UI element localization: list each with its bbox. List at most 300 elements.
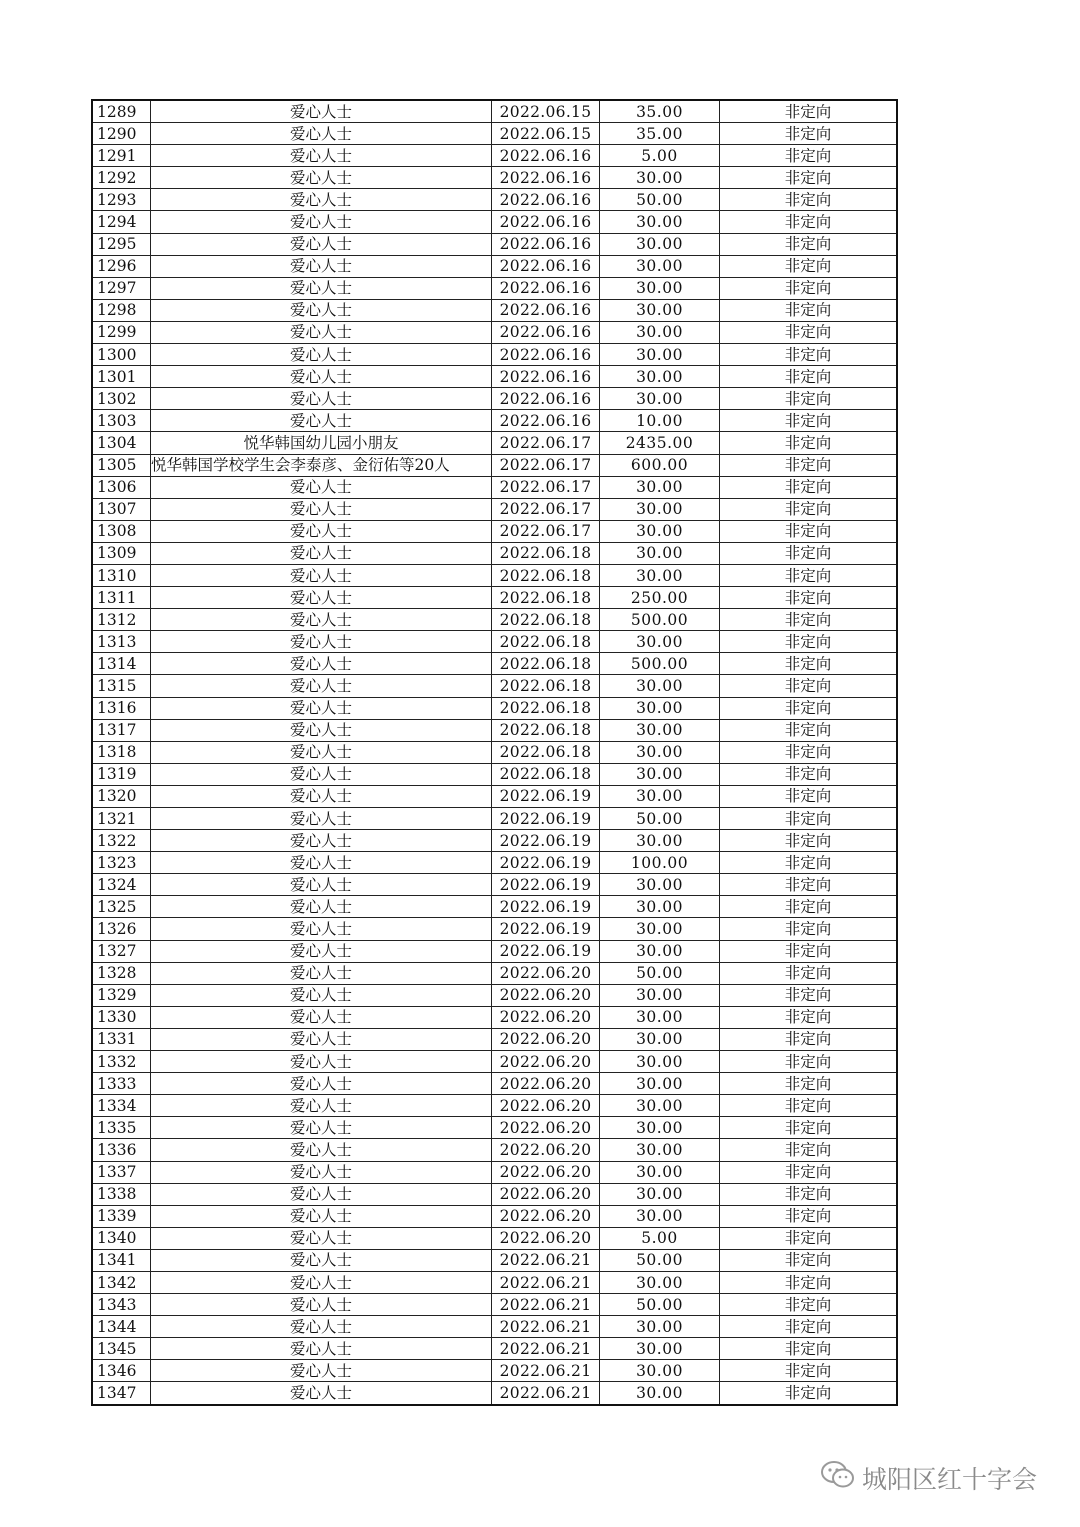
- cell-designation: 非定向: [720, 299, 898, 321]
- cell-amount: 30.00: [600, 211, 720, 233]
- cell-designation: 非定向: [720, 1073, 898, 1095]
- cell-donor-name: 爱心人士: [151, 675, 492, 697]
- cell-serial-no: 1332: [92, 1051, 151, 1073]
- cell-donor-name: 爱心人士: [151, 1294, 492, 1316]
- table-row: [92, 830, 897, 852]
- cell-date: 2022.06.20: [492, 984, 600, 1006]
- cell-amount: 30.00: [600, 631, 720, 653]
- table-row: [92, 100, 897, 123]
- cell-donor-name: 爱心人士: [151, 564, 492, 586]
- cell-designation: 非定向: [720, 587, 898, 609]
- cell-designation: 非定向: [720, 918, 898, 940]
- cell-designation: 非定向: [720, 609, 898, 631]
- cell-designation: 非定向: [720, 1338, 898, 1360]
- cell-serial-no: 1302: [92, 388, 151, 410]
- cell-serial-no: 1347: [92, 1382, 151, 1405]
- cell-donor-name: 爱心人士: [151, 697, 492, 719]
- cell-donor-name: 爱心人士: [151, 918, 492, 940]
- cell-donor-name: 爱心人士: [151, 940, 492, 962]
- cell-serial-no: 1293: [92, 189, 151, 211]
- cell-amount: 30.00: [600, 984, 720, 1006]
- cell-amount: 50.00: [600, 962, 720, 984]
- cell-designation: 非定向: [720, 189, 898, 211]
- cell-donor-name: 爱心人士: [151, 609, 492, 631]
- cell-designation: 非定向: [720, 1095, 898, 1117]
- cell-donor-name: 爱心人士: [151, 476, 492, 498]
- cell-amount: 30.00: [600, 321, 720, 343]
- cell-serial-no: 1343: [92, 1294, 151, 1316]
- cell-amount: 30.00: [600, 719, 720, 741]
- watermark: [820, 1460, 1037, 1496]
- cell-serial-no: 1295: [92, 233, 151, 255]
- cell-date: 2022.06.21: [492, 1338, 600, 1360]
- cell-amount: 30.00: [600, 520, 720, 542]
- cell-date: 2022.06.20: [492, 1117, 600, 1139]
- cell-amount: 35.00: [600, 123, 720, 145]
- cell-amount: 50.00: [600, 808, 720, 830]
- cell-donor-name: 爱心人士: [151, 1161, 492, 1183]
- cell-date: 2022.06.19: [492, 896, 600, 918]
- cell-date: 2022.06.15: [492, 100, 600, 123]
- table-row: [92, 1006, 897, 1028]
- table-row: [92, 896, 897, 918]
- cell-date: 2022.06.20: [492, 1006, 600, 1028]
- cell-amount: 250.00: [600, 587, 720, 609]
- cell-donor-name: 爱心人士: [151, 741, 492, 763]
- cell-date: 2022.06.17: [492, 476, 600, 498]
- cell-amount: 30.00: [600, 1205, 720, 1227]
- table-row: [92, 808, 897, 830]
- table-row: [92, 697, 897, 719]
- cell-date: 2022.06.20: [492, 962, 600, 984]
- cell-serial-no: 1308: [92, 520, 151, 542]
- cell-designation: 非定向: [720, 1161, 898, 1183]
- cell-donor-name: 爱心人士: [151, 1028, 492, 1050]
- cell-date: 2022.06.20: [492, 1028, 600, 1050]
- table-row: [92, 321, 897, 343]
- cell-amount: 30.00: [600, 741, 720, 763]
- cell-donor-name: 爱心人士: [151, 1360, 492, 1382]
- table-row: [92, 255, 897, 277]
- table-row: [92, 1338, 897, 1360]
- cell-designation: 非定向: [720, 233, 898, 255]
- cell-amount: 30.00: [600, 785, 720, 807]
- cell-date: 2022.06.20: [492, 1227, 600, 1249]
- cell-amount: 2435.00: [600, 432, 720, 454]
- cell-amount: 30.00: [600, 874, 720, 896]
- cell-serial-no: 1319: [92, 763, 151, 785]
- cell-date: 2022.06.18: [492, 631, 600, 653]
- table-row: [92, 1271, 897, 1293]
- cell-donor-name: 爱心人士: [151, 896, 492, 918]
- cell-amount: 30.00: [600, 1006, 720, 1028]
- cell-serial-no: 1296: [92, 255, 151, 277]
- cell-serial-no: 1342: [92, 1271, 151, 1293]
- table-row: [92, 299, 897, 321]
- cell-donor-name: 爱心人士: [151, 1271, 492, 1293]
- cell-designation: 非定向: [720, 1205, 898, 1227]
- cell-amount: 35.00: [600, 100, 720, 123]
- cell-designation: 非定向: [720, 321, 898, 343]
- cell-donor-name: 爱心人士: [151, 321, 492, 343]
- cell-serial-no: 1309: [92, 542, 151, 564]
- cell-serial-no: 1339: [92, 1205, 151, 1227]
- cell-donor-name: 爱心人士: [151, 211, 492, 233]
- cell-designation: 非定向: [720, 145, 898, 167]
- cell-designation: 非定向: [720, 852, 898, 874]
- cell-serial-no: 1312: [92, 609, 151, 631]
- donation-table: [91, 99, 898, 1406]
- cell-designation: 非定向: [720, 476, 898, 498]
- cell-date: 2022.06.16: [492, 388, 600, 410]
- cell-designation: 非定向: [720, 719, 898, 741]
- cell-serial-no: 1297: [92, 277, 151, 299]
- cell-amount: 600.00: [600, 454, 720, 476]
- cell-designation: 非定向: [720, 896, 898, 918]
- cell-amount: 5.00: [600, 145, 720, 167]
- table-row: [92, 542, 897, 564]
- cell-donor-name: 爱心人士: [151, 984, 492, 1006]
- cell-serial-no: 1341: [92, 1249, 151, 1271]
- cell-date: 2022.06.21: [492, 1249, 600, 1271]
- cell-donor-name: 爱心人士: [151, 189, 492, 211]
- cell-donor-name: 爱心人士: [151, 1227, 492, 1249]
- cell-donor-name: 爱心人士: [151, 874, 492, 896]
- cell-amount: 30.00: [600, 388, 720, 410]
- cell-designation: 非定向: [720, 520, 898, 542]
- table-row: [92, 675, 897, 697]
- table-row: [92, 344, 897, 366]
- cell-date: 2022.06.18: [492, 697, 600, 719]
- cell-amount: 30.00: [600, 1095, 720, 1117]
- table-row: [92, 609, 897, 631]
- cell-date: 2022.06.20: [492, 1205, 600, 1227]
- cell-serial-no: 1300: [92, 344, 151, 366]
- table-row: [92, 1382, 897, 1405]
- cell-designation: 非定向: [720, 874, 898, 896]
- cell-donor-name: 爱心人士: [151, 1095, 492, 1117]
- cell-serial-no: 1330: [92, 1006, 151, 1028]
- cell-amount: 30.00: [600, 1360, 720, 1382]
- cell-designation: 非定向: [720, 697, 898, 719]
- cell-amount: 5.00: [600, 1227, 720, 1249]
- cell-designation: 非定向: [720, 808, 898, 830]
- cell-date: 2022.06.19: [492, 940, 600, 962]
- cell-designation: 非定向: [720, 1117, 898, 1139]
- cell-serial-no: 1325: [92, 896, 151, 918]
- cell-amount: 30.00: [600, 675, 720, 697]
- cell-designation: 非定向: [720, 1183, 898, 1205]
- cell-date: 2022.06.18: [492, 741, 600, 763]
- cell-amount: 30.00: [600, 233, 720, 255]
- cell-date: 2022.06.18: [492, 719, 600, 741]
- table-row: [92, 388, 897, 410]
- cell-designation: 非定向: [720, 1139, 898, 1161]
- cell-serial-no: 1329: [92, 984, 151, 1006]
- cell-date: 2022.06.19: [492, 830, 600, 852]
- table-row: [92, 1249, 897, 1271]
- table-row: [92, 432, 897, 454]
- cell-serial-no: 1344: [92, 1316, 151, 1338]
- cell-serial-no: 1318: [92, 741, 151, 763]
- cell-serial-no: 1337: [92, 1161, 151, 1183]
- cell-serial-no: 1315: [92, 675, 151, 697]
- cell-amount: 30.00: [600, 1139, 720, 1161]
- cell-serial-no: 1291: [92, 145, 151, 167]
- cell-date: 2022.06.16: [492, 211, 600, 233]
- cell-donor-name: 爱心人士: [151, 299, 492, 321]
- cell-donor-name: 爱心人士: [151, 1117, 492, 1139]
- cell-amount: 10.00: [600, 410, 720, 432]
- cell-date: 2022.06.19: [492, 918, 600, 940]
- table-row: [92, 123, 897, 145]
- cell-serial-no: 1311: [92, 587, 151, 609]
- cell-serial-no: 1290: [92, 123, 151, 145]
- cell-amount: 30.00: [600, 940, 720, 962]
- table-row: [92, 1360, 897, 1382]
- cell-amount: 100.00: [600, 852, 720, 874]
- cell-amount: 30.00: [600, 1117, 720, 1139]
- cell-donor-name: 爱心人士: [151, 1205, 492, 1227]
- cell-donor-name: 爱心人士: [151, 410, 492, 432]
- cell-donor-name: 爱心人士: [151, 1006, 492, 1028]
- cell-date: 2022.06.16: [492, 167, 600, 189]
- cell-amount: 30.00: [600, 344, 720, 366]
- cell-date: 2022.06.16: [492, 277, 600, 299]
- cell-donor-name: 爱心人士: [151, 719, 492, 741]
- cell-serial-no: 1323: [92, 852, 151, 874]
- cell-amount: 50.00: [600, 189, 720, 211]
- cell-designation: 非定向: [720, 631, 898, 653]
- cell-amount: 30.00: [600, 476, 720, 498]
- cell-date: 2022.06.16: [492, 233, 600, 255]
- cell-donor-name: 爱心人士: [151, 100, 492, 123]
- cell-serial-no: 1340: [92, 1227, 151, 1249]
- table-row: [92, 1073, 897, 1095]
- table-row: [92, 1095, 897, 1117]
- watermark-text: 城阳区红十字会: [862, 1465, 1038, 1494]
- cell-designation: 非定向: [720, 410, 898, 432]
- cell-designation: 非定向: [720, 564, 898, 586]
- cell-date: 2022.06.18: [492, 763, 600, 785]
- cell-donor-name: 爱心人士: [151, 1051, 492, 1073]
- table-row: [92, 233, 897, 255]
- cell-designation: 非定向: [720, 255, 898, 277]
- cell-amount: 30.00: [600, 918, 720, 940]
- cell-serial-no: 1346: [92, 1360, 151, 1382]
- cell-designation: 非定向: [720, 100, 898, 123]
- table-row: [92, 741, 897, 763]
- cell-designation: 非定向: [720, 542, 898, 564]
- cell-donor-name: 爱心人士: [151, 277, 492, 299]
- cell-donor-name: 爱心人士: [151, 1249, 492, 1271]
- cell-donor-name: 爱心人士: [151, 498, 492, 520]
- cell-date: 2022.06.17: [492, 520, 600, 542]
- cell-designation: 非定向: [720, 653, 898, 675]
- table-row: [92, 1205, 897, 1227]
- cell-amount: 30.00: [600, 830, 720, 852]
- cell-serial-no: 1299: [92, 321, 151, 343]
- cell-serial-no: 1316: [92, 697, 151, 719]
- cell-amount: 30.00: [600, 564, 720, 586]
- cell-amount: 30.00: [600, 1051, 720, 1073]
- donation-table-body: [92, 100, 897, 1405]
- table-row: [92, 852, 897, 874]
- cell-date: 2022.06.21: [492, 1294, 600, 1316]
- cell-designation: 非定向: [720, 1382, 898, 1405]
- table-row: [92, 719, 897, 741]
- cell-donor-name: 悦华韩国学校学生会李泰彦、金衍佑等20人: [151, 454, 492, 476]
- cell-amount: 30.00: [600, 277, 720, 299]
- cell-amount: 30.00: [600, 542, 720, 564]
- cell-serial-no: 1317: [92, 719, 151, 741]
- table-row: [92, 454, 897, 476]
- cell-designation: 非定向: [720, 454, 898, 476]
- cell-designation: 非定向: [720, 1051, 898, 1073]
- table-row: [92, 564, 897, 586]
- table-row: [92, 520, 897, 542]
- cell-date: 2022.06.20: [492, 1095, 600, 1117]
- table-row: [92, 1139, 897, 1161]
- cell-date: 2022.06.17: [492, 454, 600, 476]
- cell-amount: 30.00: [600, 697, 720, 719]
- cell-designation: 非定向: [720, 1294, 898, 1316]
- cell-date: 2022.06.19: [492, 808, 600, 830]
- cell-designation: 非定向: [720, 388, 898, 410]
- cell-designation: 非定向: [720, 167, 898, 189]
- cell-serial-no: 1289: [92, 100, 151, 123]
- cell-serial-no: 1336: [92, 1139, 151, 1161]
- cell-designation: 非定向: [720, 432, 898, 454]
- cell-serial-no: 1331: [92, 1028, 151, 1050]
- cell-donor-name: 爱心人士: [151, 785, 492, 807]
- cell-donor-name: 爱心人士: [151, 653, 492, 675]
- table-row: [92, 653, 897, 675]
- cell-date: 2022.06.16: [492, 145, 600, 167]
- cell-amount: 30.00: [600, 1183, 720, 1205]
- cell-date: 2022.06.21: [492, 1382, 600, 1405]
- cell-designation: 非定向: [720, 1271, 898, 1293]
- cell-date: 2022.06.20: [492, 1183, 600, 1205]
- table-row: [92, 211, 897, 233]
- cell-donor-name: 爱心人士: [151, 123, 492, 145]
- cell-serial-no: 1294: [92, 211, 151, 233]
- cell-serial-no: 1321: [92, 808, 151, 830]
- cell-donor-name: 爱心人士: [151, 145, 492, 167]
- cell-date: 2022.06.20: [492, 1139, 600, 1161]
- table-row: [92, 631, 897, 653]
- cell-serial-no: 1326: [92, 918, 151, 940]
- cell-date: 2022.06.18: [492, 542, 600, 564]
- cell-date: 2022.06.16: [492, 299, 600, 321]
- cell-designation: 非定向: [720, 675, 898, 697]
- cell-donor-name: 爱心人士: [151, 366, 492, 388]
- cell-donor-name: 爱心人士: [151, 1382, 492, 1405]
- table-row: [92, 940, 897, 962]
- cell-designation: 非定向: [720, 940, 898, 962]
- cell-date: 2022.06.21: [492, 1271, 600, 1293]
- cell-serial-no: 1328: [92, 962, 151, 984]
- cell-designation: 非定向: [720, 1006, 898, 1028]
- cell-date: 2022.06.18: [492, 564, 600, 586]
- cell-serial-no: 1338: [92, 1183, 151, 1205]
- cell-donor-name: 爱心人士: [151, 1183, 492, 1205]
- cell-serial-no: 1320: [92, 785, 151, 807]
- cell-date: 2022.06.20: [492, 1073, 600, 1095]
- cell-date: 2022.06.18: [492, 653, 600, 675]
- cell-designation: 非定向: [720, 830, 898, 852]
- cell-amount: 50.00: [600, 1294, 720, 1316]
- cell-designation: 非定向: [720, 498, 898, 520]
- cell-serial-no: 1303: [92, 410, 151, 432]
- cell-amount: 30.00: [600, 1338, 720, 1360]
- cell-serial-no: 1327: [92, 940, 151, 962]
- cell-date: 2022.06.18: [492, 609, 600, 631]
- cell-date: 2022.06.19: [492, 874, 600, 896]
- cell-donor-name: 爱心人士: [151, 1139, 492, 1161]
- table-row: [92, 1161, 897, 1183]
- cell-designation: 非定向: [720, 366, 898, 388]
- table-row: [92, 189, 897, 211]
- table-row: [92, 587, 897, 609]
- table-row: [92, 1316, 897, 1338]
- table-row: [92, 1294, 897, 1316]
- cell-designation: 非定向: [720, 1360, 898, 1382]
- cell-date: 2022.06.19: [492, 852, 600, 874]
- cell-date: 2022.06.18: [492, 587, 600, 609]
- table-row: [92, 366, 897, 388]
- table-row: [92, 874, 897, 896]
- cell-amount: 30.00: [600, 255, 720, 277]
- cell-designation: 非定向: [720, 277, 898, 299]
- cell-donor-name: 爱心人士: [151, 520, 492, 542]
- cell-date: 2022.06.16: [492, 255, 600, 277]
- cell-designation: 非定向: [720, 123, 898, 145]
- cell-donor-name: 爱心人士: [151, 830, 492, 852]
- wechat-icon: [820, 1460, 856, 1496]
- cell-date: 2022.06.20: [492, 1161, 600, 1183]
- cell-amount: 30.00: [600, 763, 720, 785]
- cell-donor-name: 爱心人士: [151, 388, 492, 410]
- table-row: [92, 1227, 897, 1249]
- cell-donor-name: 爱心人士: [151, 587, 492, 609]
- cell-date: 2022.06.16: [492, 410, 600, 432]
- cell-designation: 非定向: [720, 984, 898, 1006]
- cell-amount: 30.00: [600, 896, 720, 918]
- cell-serial-no: 1345: [92, 1338, 151, 1360]
- cell-donor-name: 爱心人士: [151, 1316, 492, 1338]
- cell-amount: 30.00: [600, 498, 720, 520]
- table-row: [92, 785, 897, 807]
- cell-amount: 30.00: [600, 1161, 720, 1183]
- cell-serial-no: 1298: [92, 299, 151, 321]
- cell-donor-name: 爱心人士: [151, 344, 492, 366]
- table-row: [92, 145, 897, 167]
- cell-serial-no: 1334: [92, 1095, 151, 1117]
- cell-donor-name: 爱心人士: [151, 233, 492, 255]
- table-row: [92, 277, 897, 299]
- cell-amount: 50.00: [600, 1249, 720, 1271]
- table-row: [92, 918, 897, 940]
- cell-donor-name: 爱心人士: [151, 542, 492, 564]
- cell-serial-no: 1322: [92, 830, 151, 852]
- table-row: [92, 962, 897, 984]
- cell-date: 2022.06.17: [492, 498, 600, 520]
- cell-designation: 非定向: [720, 211, 898, 233]
- cell-date: 2022.06.17: [492, 432, 600, 454]
- cell-designation: 非定向: [720, 785, 898, 807]
- cell-designation: 非定向: [720, 344, 898, 366]
